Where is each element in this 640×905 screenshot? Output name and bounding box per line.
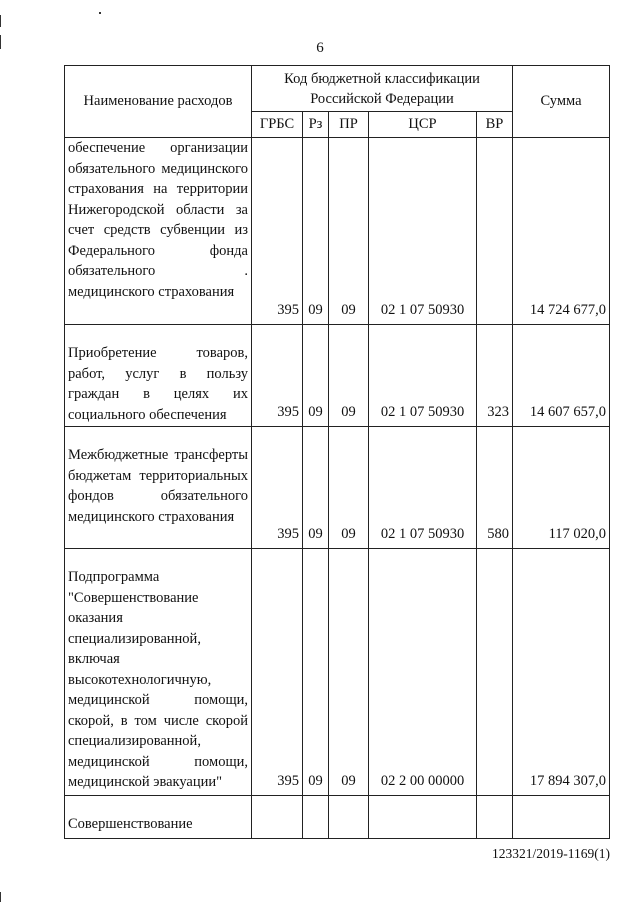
- row-vr: 323: [477, 325, 513, 427]
- header-grbs: ГРБС: [252, 112, 303, 138]
- header-rz: Рз: [303, 112, 329, 138]
- scan-mark-dot: [99, 12, 101, 14]
- row-sum: 14 724 677,0: [513, 138, 610, 325]
- table-row: [65, 427, 610, 549]
- row-rz: 09: [303, 325, 329, 427]
- row-pr: 09: [329, 427, 369, 549]
- row-pr: 09: [329, 549, 369, 796]
- row-name: Подпрограмма "Совершенствование оказания специализированной, включая высокотехнологичную, медицинской помощи, скорой, в том числе скорой специализированной, медицинской помощи, медицинской эвакуации": [65, 549, 252, 796]
- scan-edge-line-top: [0, 15, 1, 27]
- header-csr: ЦСР: [369, 112, 477, 138]
- row-name: обеспечение организации обязательного медицинского страхования на территории Нижегородской области за счет средств субвенции из Федерального фонда обязательного . медицинского страхования: [65, 138, 252, 325]
- document-code: 123321/2019-1169(1): [492, 846, 610, 861]
- row-grbs: 395: [252, 138, 303, 325]
- row-csr: [369, 796, 477, 839]
- row-rz: 09: [303, 427, 329, 549]
- row-rz: 09: [303, 549, 329, 796]
- row-grbs: 395: [252, 427, 303, 549]
- row-grbs: 395: [252, 549, 303, 796]
- row-name: Межбюджетные трансферты бюджетам территориальных фондов обязательного медицинского страхования: [65, 427, 252, 549]
- row-pr: 09: [329, 325, 369, 427]
- table-row: [65, 549, 610, 796]
- table-row: [65, 796, 610, 839]
- header-name: Наименование расходов: [65, 66, 252, 138]
- page-number: 6: [316, 40, 324, 56]
- header-pr: ПР: [329, 112, 369, 138]
- row-csr: 02 1 07 50930: [369, 138, 477, 325]
- scan-edge-line-bottom: [0, 892, 1, 902]
- header-code-group: Код бюджетной классификации Российской Федерации: [252, 66, 513, 112]
- row-pr: 09: [329, 138, 369, 325]
- row-vr: [477, 796, 513, 839]
- row-pr: [329, 796, 369, 839]
- row-name: Совершенствование: [65, 796, 252, 839]
- row-csr: 02 2 00 00000: [369, 549, 477, 796]
- row-sum: 17 894 307,0: [513, 549, 610, 796]
- budget-table: [64, 65, 610, 839]
- row-vr: [477, 549, 513, 796]
- table-row: [65, 325, 610, 427]
- row-csr: 02 1 07 50930: [369, 427, 477, 549]
- row-sum: 117 020,0: [513, 427, 610, 549]
- row-rz: 09: [303, 138, 329, 325]
- row-vr: [477, 138, 513, 325]
- row-grbs: [252, 796, 303, 839]
- row-name: Приобретение товаров, работ, услуг в пользу граждан в целях их социального обеспечения: [65, 325, 252, 427]
- header-sum: Сумма: [513, 66, 610, 138]
- row-vr: 580: [477, 427, 513, 549]
- row-rz: [303, 796, 329, 839]
- table-row: [65, 138, 610, 325]
- row-sum: 14 607 657,0: [513, 325, 610, 427]
- row-csr: 02 1 07 50930: [369, 325, 477, 427]
- row-sum: [513, 796, 610, 839]
- row-grbs: 395: [252, 325, 303, 427]
- header-vr: ВР: [477, 112, 513, 138]
